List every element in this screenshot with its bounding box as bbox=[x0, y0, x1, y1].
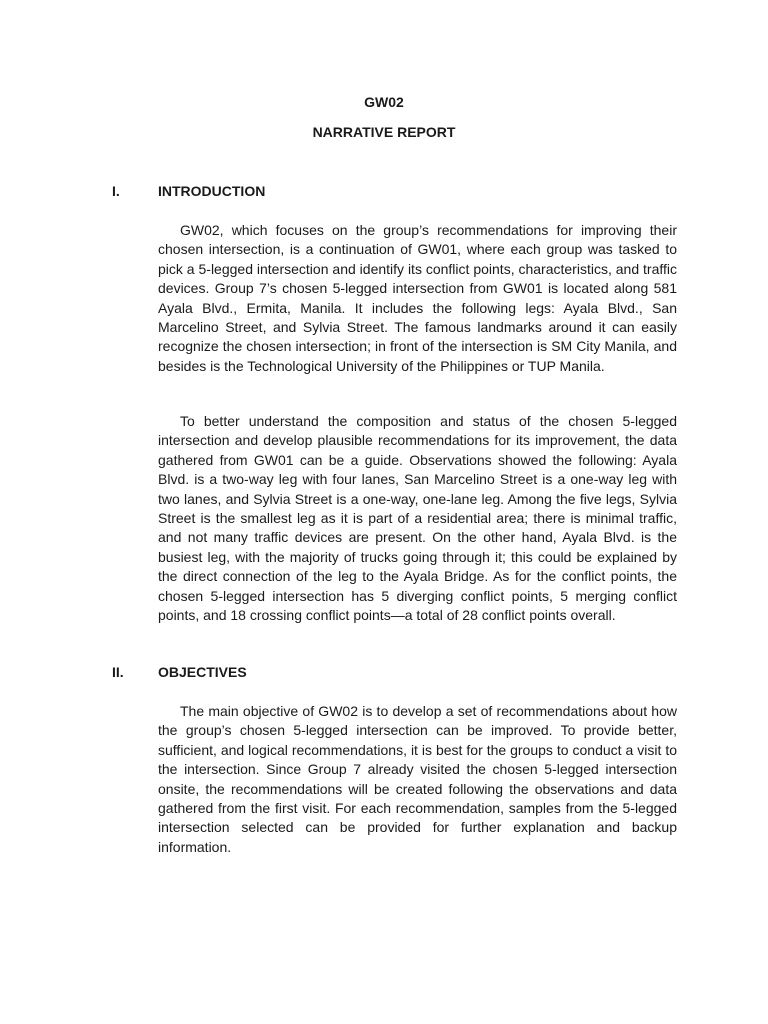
document-subtitle: NARRATIVE REPORT bbox=[312, 124, 456, 140]
section-number: II. bbox=[112, 664, 124, 680]
paragraph: The main objective of GW02 is to develop a set of recommendations about how the group’s chosen 5-legged intersection can be improved. To provide better, sufficient, and logical recommendations, it is best for the groups to conduct a visit to the intersection. Since Group 7 already visited the chosen 5-legged intersection onsite, the recommendations will be created following the observations and data gathered from the first visit. For each recommendation, samples from the 5-legged intersection selected can be provided for further explanation and backup information. bbox=[158, 703, 677, 855]
section-heading-introduction bbox=[112, 183, 265, 199]
section-heading-objectives bbox=[112, 664, 247, 680]
section-number: I. bbox=[112, 183, 120, 199]
section-title: OBJECTIVES bbox=[158, 664, 247, 680]
paragraph: GW02, which focuses on the group’s recommendations for improving their chosen intersection, is a continuation of GW01, where each group was tasked to pick a 5-legged intersection and identify its conflict points, characteristics, and traffic devices. Group 7’s chosen 5-legged intersection from GW01 is located along 581 Ayala Blvd., Ermita, Manila. It includes the following legs: Ayala Blvd., San Marcelino Street, and Sylvia Street. The famous landmarks around it can easily recognize the chosen intersection; in front of the intersection is SM City Manila, and besides is the Technological University of the Philippines or TUP Manila. bbox=[158, 222, 677, 374]
section-title: INTRODUCTION bbox=[158, 183, 266, 199]
document-title: GW02 bbox=[364, 94, 404, 110]
paragraph: To better understand the composition and status of the chosen 5-legged intersection and develop plausible recommendations for its improvement, the data gathered from GW01 can be a guide. Observations showed the following: Ayala Blvd. is a two-way leg with four lanes, San Marcelino Street is a one-way leg with two lanes, and Sylvia Street is a one-way, one-lane leg. Among the five legs, Sylvia Street is the smallest leg as it is part of a residential area; there is minimal traffic, and not many traffic devices are present. On the other hand, Ayala Blvd. is the busiest leg, with the majority of trucks going through it; this could be explained by the direct connection of the leg to the Ayala Bridge. As for the conflict points, the chosen 5-legged intersection has 5 diverging conflict points, 5 merging conflict points, and 18 crossing conflict points—a total of 28 conflict points overall. bbox=[158, 413, 677, 624]
